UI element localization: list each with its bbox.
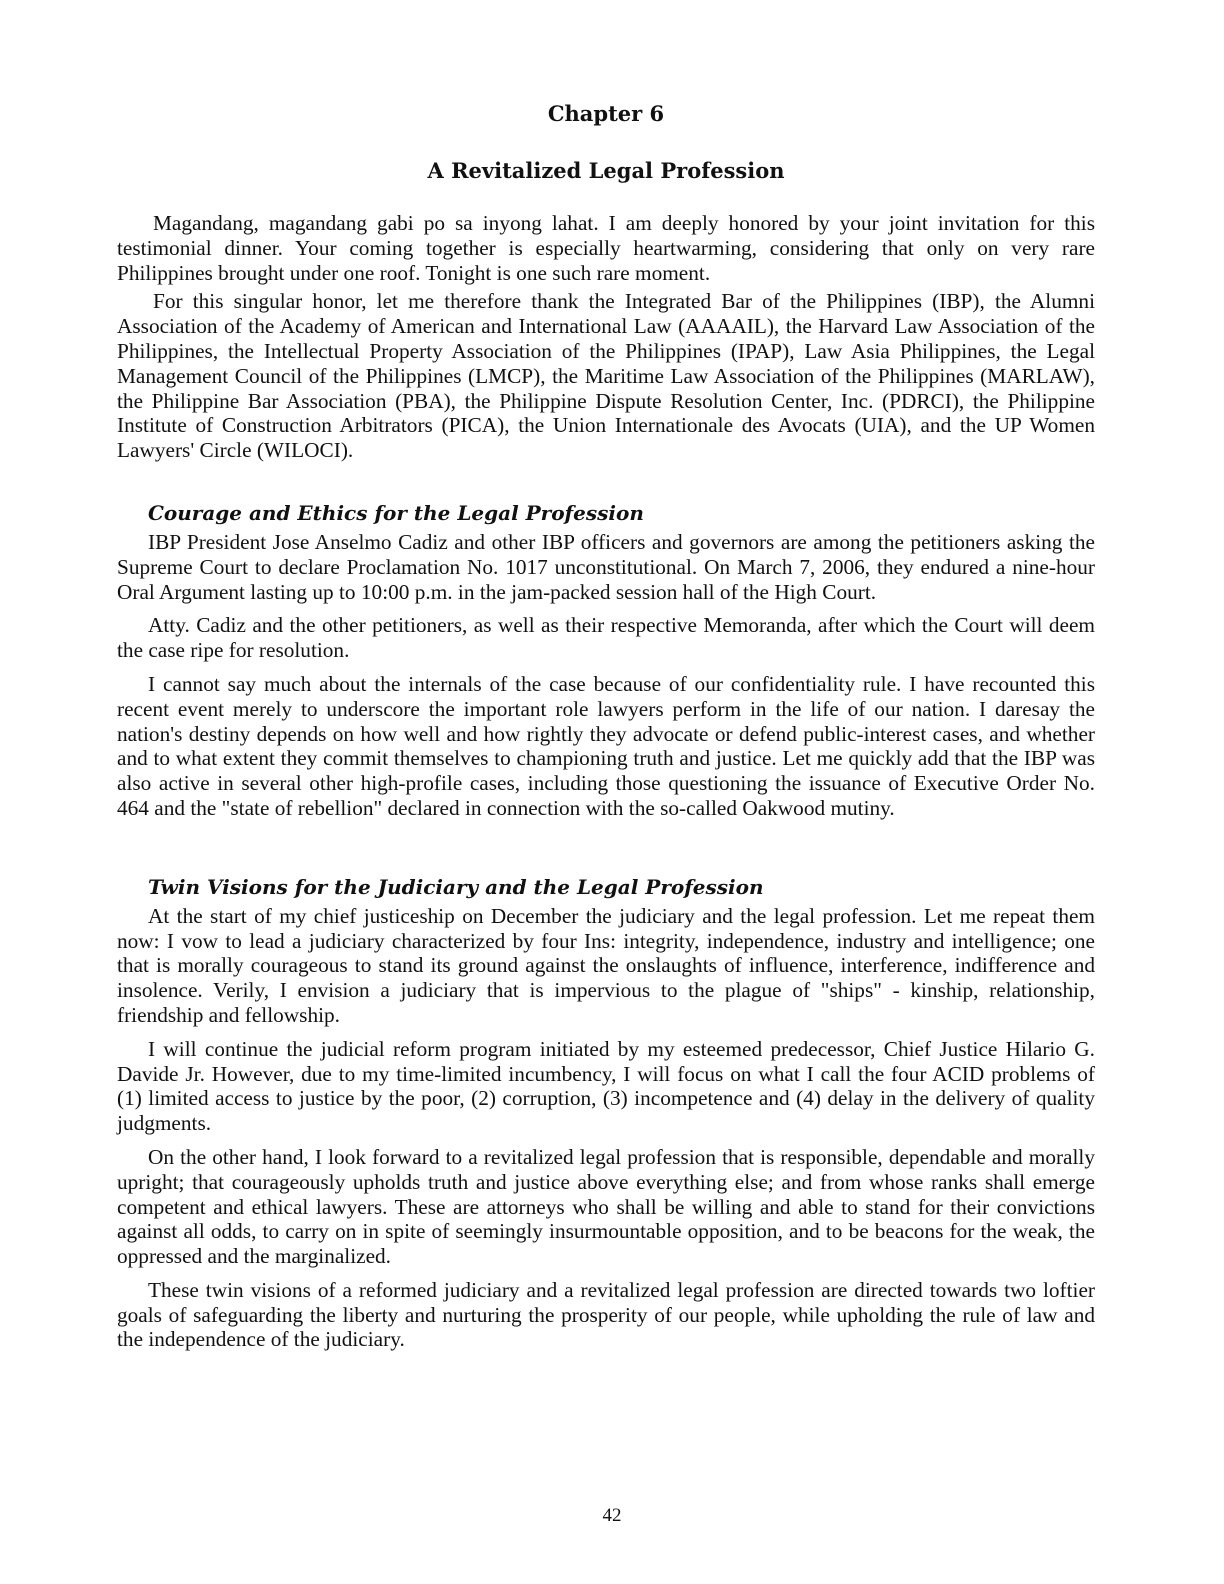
intro-paragraph-2: For this singular honor, let me therefore thank the Integrated Bar of the Philippines (IBP), the Alumni Association of the Academy of American and International Law (AAAAIL), the Harvard Law Association of the Philippines, the Intellectual Property Association of the Philippines (IPAP), Law Asia Philippines, the Legal Management Council of the Philippines (LMCP), the Maritime Law Association of the Philippines (MARLAW), the Philippine Bar Association (PBA), the Philippine Dispute Resolution Center, Inc. (PDRCI), the Philippine Institute of Construction Arbitrators (PICA), the Union Internationale des Avocats (UIA), and the UP Women Lawyers' Circle (WILOCI). (117, 289, 1095, 463)
page-number: 42 (602, 1505, 622, 1526)
section-1-paragraph-1: IBP President Jose Anselmo Cadiz and other IBP officers and governors are among the petitioners asking the Supreme Court to declare Proclamation No. 1017 unconstitutional. On March 7, 2006, they endured a nine-hour Oral Argument lasting up to 10:00 p.m. in the jam-packed session hall of the High Court. (117, 529, 1095, 604)
section-heading-courage-ethics: Courage and Ethics for the Legal Profession (148, 500, 644, 525)
document-page (117, 98, 1095, 1352)
section-heading-twin-visions: Twin Visions for the Judiciary and the Legal Profession (148, 874, 764, 899)
section-2-paragraph-1: At the start of my chief justiceship on December the judiciary and the legal profession. Let me repeat them now: I vow to lead a judiciary characterized by four Ins: integrity, independence, industry and intelligence; one that is morally courageous to stand its ground against the onslaughts of influence, interference, indifference and insolence. Verily, I envision a judiciary that is impervious to the plague of "ships" - kinship, relationship, friendship and fellowship. (117, 903, 1095, 1027)
chapter-title: A Revitalized Legal Profession (427, 158, 785, 183)
section-1-paragraph-3: I cannot say much about the internals of the case because of our confidentiality rule. I have recounted this recent event merely to underscore the important role lawyers perform in the life of our nation. I daresay the nation's destiny depends on how well and how rightly they advocate or defend public-interest cases, and whether and to what extent they commit themselves to championing truth and justice. Let me quickly add that the IBP was also active in several other high-profile cases, including those questioning the issuance of Executive Order No. 464 and the "state of rebellion" declared in connection with the so-called Oakwood mutiny. (117, 671, 1095, 820)
section-1-paragraph-2: Atty. Cadiz and the other petitioners, as well as their respective Memoranda, after which the Court will deem the case ripe for resolution. (117, 613, 1095, 663)
section-2-paragraph-3: On the other hand, I look forward to a revitalized legal profession that is responsible, dependable and morally upright; that courageously upholds truth and justice above everything else; and from whose ranks shall emerge competent and ethical lawyers. These are attorneys who shall be willing and able to stand for their convictions against all odds, to carry on in spite of seemingly insurmountable opposition, and to be beacons for the weak, the oppressed and the marginalized. (117, 1144, 1095, 1269)
chapter-label: Chapter 6 (547, 101, 665, 126)
section-2-paragraph-4: These twin visions of a reformed judiciary and a revitalized legal profession are directed towards two loftier goals of safeguarding the liberty and nurturing the prosperity of our people, while upholding the rule of law and the independence of the judiciary. (117, 1277, 1095, 1352)
section-2-paragraph-2: I will continue the judicial reform program initiated by my esteemed predecessor, Chief Justice Hilario G. Davide Jr. However, due to my time-limited incumbency, I will focus on what I call the four ACID problems of (1) limited access to justice by the poor, (2) corruption, (3) incompetence and (4) delay in the delivery of quality judgments. (117, 1036, 1095, 1136)
intro-paragraph-1: Magandang, magandang gabi po sa inyong lahat. I am deeply honored by your joint invitation for this testimonial dinner. Your coming together is especially heartwarming, considering that only on very rare Philippines brought under one roof. Tonight is one such rare moment. (117, 211, 1095, 285)
